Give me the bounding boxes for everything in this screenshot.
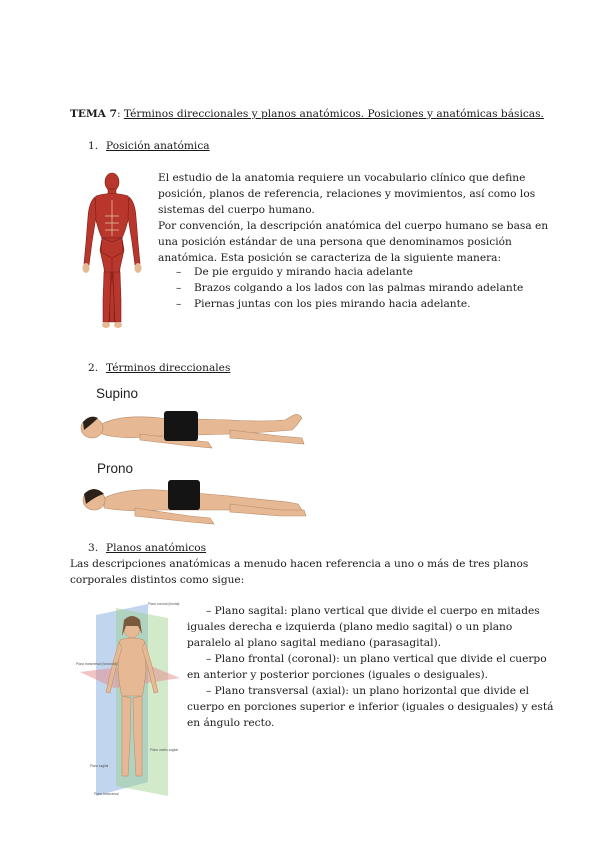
muscle-figure-image [76, 172, 148, 330]
figure-label-transversal: Plano transversal [94, 792, 119, 796]
list-item: Piernas juntas con los pies mirando hacia adelante. [194, 298, 471, 310]
plane-line: en ángulo recto. [187, 717, 275, 729]
paragraph-line: posición, planos de referencia, relaciones y movimientos, así como los [158, 188, 536, 200]
tema-title: Términos direccionales y planos anatómicos. Posiciones y anatómicas básicas. [123, 108, 544, 120]
figure-label-medio-sagital: Plano medio sagital [150, 748, 178, 752]
paragraph-line: El estudio de la anatomia requiere un vocabulario clínico que define [158, 172, 526, 184]
planes-figure-image [76, 600, 182, 800]
plane-line: cuerpo en porciones superior e inferior (iguales o desiguales) y está [187, 701, 554, 713]
figure-label-transversal-horizontal: Plano transversal (horizontal) [76, 662, 118, 666]
prone-label: Prono [97, 461, 134, 476]
plane-line: – Plano transversal (axial): un plano horizontal que divide el [206, 685, 530, 697]
list-item: Brazos colgando a los lados con las palmas mirando adelante [194, 282, 524, 294]
anatomical-planes-figure [76, 600, 182, 800]
section-2-title: Términos direccionales [106, 362, 231, 374]
list-item: De pie erguido y mirando hacia adelante [194, 266, 413, 278]
plane-line: en anterior y posterior porciones (iguales o desiguales). [187, 669, 488, 681]
plane-line: – Plano sagital: plano vertical que divide el cuerpo en mitades [206, 605, 540, 617]
section-3-intro-line: Las descripciones anatómicas a menudo hacen referencia a uno o más de tres planos [70, 558, 529, 570]
bullet-dash: – [176, 298, 182, 310]
section-3-intro-line: corporales distintos como sigue: [70, 574, 245, 586]
page-title: TEMA 7: Términos direccionales y planos anatómicos. Posiciones y anatómicas básicas. [70, 108, 544, 120]
figure-label-sagital: Plano sagital [90, 764, 109, 768]
prone-figure-image [80, 474, 315, 530]
bullet-dash: – [176, 282, 182, 294]
paragraph-line: sistemas del cuerpo humano. [158, 204, 315, 216]
bullet-dash: – [176, 266, 182, 278]
section-2-number: 2. [88, 362, 99, 374]
paragraph-line: Por convención, la descripción anatómica del cuerpo humano se basa en [158, 220, 549, 232]
tema-label: TEMA 7 [70, 108, 117, 120]
section-3-number: 3. [88, 542, 99, 554]
plane-line: – Plano frontal (coronal): un plano vertical que divide el cuerpo [206, 653, 547, 665]
supine-label: Supino [96, 386, 139, 401]
plane-line: paralelo al plano sagital mediano (parasagital). [187, 637, 442, 649]
plane-line: iguales derecha e izquierda (plano medio sagital) o un plano [187, 621, 513, 633]
section-1-title: Posición anatómica [106, 140, 210, 152]
section-1-number: 1. [88, 140, 99, 152]
section-3-title: Planos anatómicos [106, 542, 207, 554]
paragraph-line: una posición estándar de una persona que denominamos posición [158, 236, 512, 248]
figure-label-coronal: Plano coronal (frontal) [148, 602, 180, 606]
paragraph-line: anatómica. Esta posición se caracteriza de la siguiente manera: [158, 252, 502, 264]
supine-figure-image [80, 396, 315, 454]
